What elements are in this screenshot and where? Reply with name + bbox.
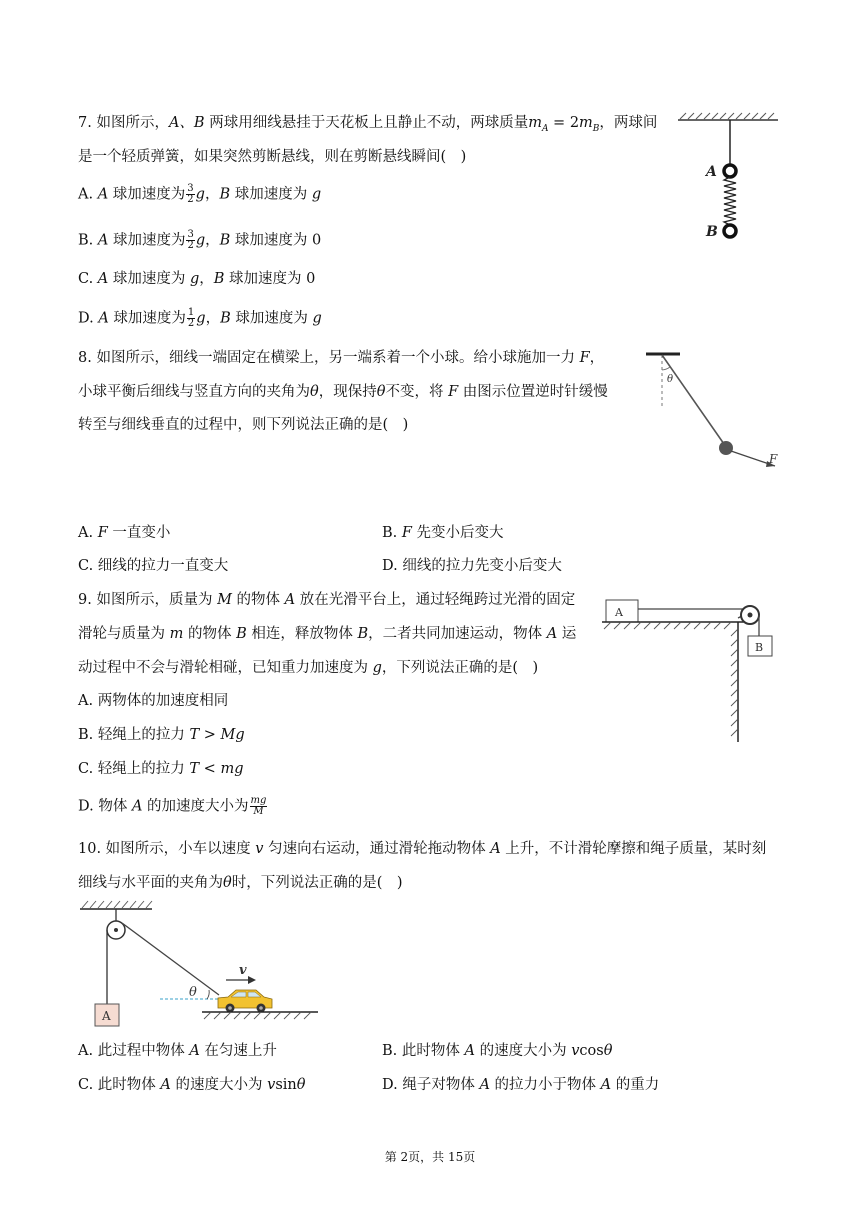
q10-car-pulley-figure bbox=[76, 898, 326, 1032]
q7-stem-line1: 7. 如图所示，A、B 两球用细线悬挂于天花板上且静止不动，两球质量$m_A = 2m_B$，两球间 bbox=[78, 115, 658, 134]
q9-stem-line3: 动过程中不会与滑轮相碰，已知重力加速度为 g，下列说法正确的是( ) bbox=[78, 660, 539, 676]
q8-stem-line2: 小球平衡后细线与竖直方向的夹角为θ，现保持θ不变，将 F 由图示位置逆时针缓慢 bbox=[78, 384, 608, 400]
svg-text:B: B bbox=[755, 641, 764, 654]
q8-stem-line1: 8. 如图所示，细线一端固定在横梁上，另一端系着一个小球。给小球施加一力 F， bbox=[78, 350, 605, 366]
q10-option-a[interactable]: A. 此过程中物体 A 在匀速上升 bbox=[78, 1043, 277, 1059]
q9-stem-line2: 滑轮与质量为 m 的物体 B 相连，释放物体 B，二者共同加速运动，物体 A 运 bbox=[78, 626, 577, 642]
q9-option-d[interactable]: D. 物体 A 的加速度大小为 $\frac{mg}{M}$ bbox=[78, 795, 267, 817]
svg-text:B: B bbox=[706, 224, 718, 240]
fraction: $\frac{3}{2}$ bbox=[187, 229, 194, 251]
ball-a bbox=[724, 165, 736, 177]
q8-option-a[interactable]: A. F 一直变小 bbox=[78, 525, 171, 541]
svg-text:A: A bbox=[615, 606, 623, 619]
q8-option-c[interactable]: C. 细线的拉力一直变大 bbox=[78, 558, 229, 574]
fraction: $\frac{1}{2}$ bbox=[187, 307, 195, 329]
svg-text:A: A bbox=[706, 164, 717, 180]
q8-stem-line3: 转至与细线垂直的过程中，则下列说法正确的是( ) bbox=[78, 417, 409, 433]
car bbox=[218, 990, 272, 1013]
q10-stem-line1: 10. 如图所示，小车以速度 v 匀速向右运动，通过滑轮拖动物体 A 上升，不计滑轮摩擦和绳子质量，某时刻 bbox=[78, 841, 767, 857]
q10-option-c[interactable]: C. 此时物体 A 的速度大小为 vsinθ bbox=[78, 1077, 306, 1093]
q7-spring-figure bbox=[676, 112, 780, 246]
q9-pulley-figure bbox=[600, 592, 780, 744]
ball bbox=[719, 441, 733, 455]
fraction: $\frac{3}{2}$ bbox=[187, 183, 194, 205]
q10-option-b[interactable]: B. 此时物体 A 的速度大小为 vcosθ bbox=[382, 1043, 613, 1059]
svg-text:F: F bbox=[769, 452, 778, 466]
q9-option-b[interactable]: B. 轻绳上的拉力 T > Mg bbox=[78, 727, 245, 743]
q7-option-c[interactable]: C. A 球加速度为 g，B 球加速度为 0 bbox=[78, 271, 316, 287]
q8-option-d[interactable]: D. 细线的拉力先变小后变大 bbox=[382, 558, 562, 574]
svg-text:θ: θ bbox=[667, 374, 674, 385]
svg-text:θ: θ bbox=[189, 985, 197, 1000]
q10-stem-line2: 细线与水平面的夹角为θ时，下列说法正确的是( ) bbox=[78, 875, 403, 891]
q7-option-a[interactable]: A. A 球加速度为 $\frac{3}{2}$ g，B 球加速度为 g bbox=[78, 183, 322, 205]
ball-b bbox=[724, 225, 736, 237]
q8-pendulum-figure bbox=[640, 348, 785, 473]
q8-option-b[interactable]: B. F 先变小后变大 bbox=[382, 525, 504, 541]
q7-option-b[interactable]: B. A 球加速度为 $\frac{3}{2}$ g，B 球加速度为 0 bbox=[78, 229, 322, 251]
q9-option-a[interactable]: A. 两物体的加速度相同 bbox=[78, 693, 229, 709]
q7-option-d[interactable]: D. A 球加速度为 $\frac{1}{2}$ g，B 球加速度为 g bbox=[78, 307, 322, 329]
fraction: $\frac{mg}{M}$ bbox=[250, 795, 267, 817]
svg-text:A: A bbox=[102, 1009, 111, 1023]
q10-option-d[interactable]: D. 绳子对物体 A 的拉力小于物体 A 的重力 bbox=[382, 1077, 660, 1093]
q9-stem-line1: 9. 如图所示，质量为 M 的物体 A 放在光滑平台上，通过轻绳跨过光滑的固定 bbox=[78, 592, 576, 608]
page-footer: 第 2页，共 15页 bbox=[384, 1150, 476, 1164]
svg-text:v: v bbox=[239, 963, 247, 978]
q9-option-c[interactable]: C. 轻绳上的拉力 T < mg bbox=[78, 761, 244, 777]
q7-stem-line2: 是一个轻质弹簧，如果突然剪断悬线，则在剪断悬线瞬间( ) bbox=[78, 149, 467, 165]
